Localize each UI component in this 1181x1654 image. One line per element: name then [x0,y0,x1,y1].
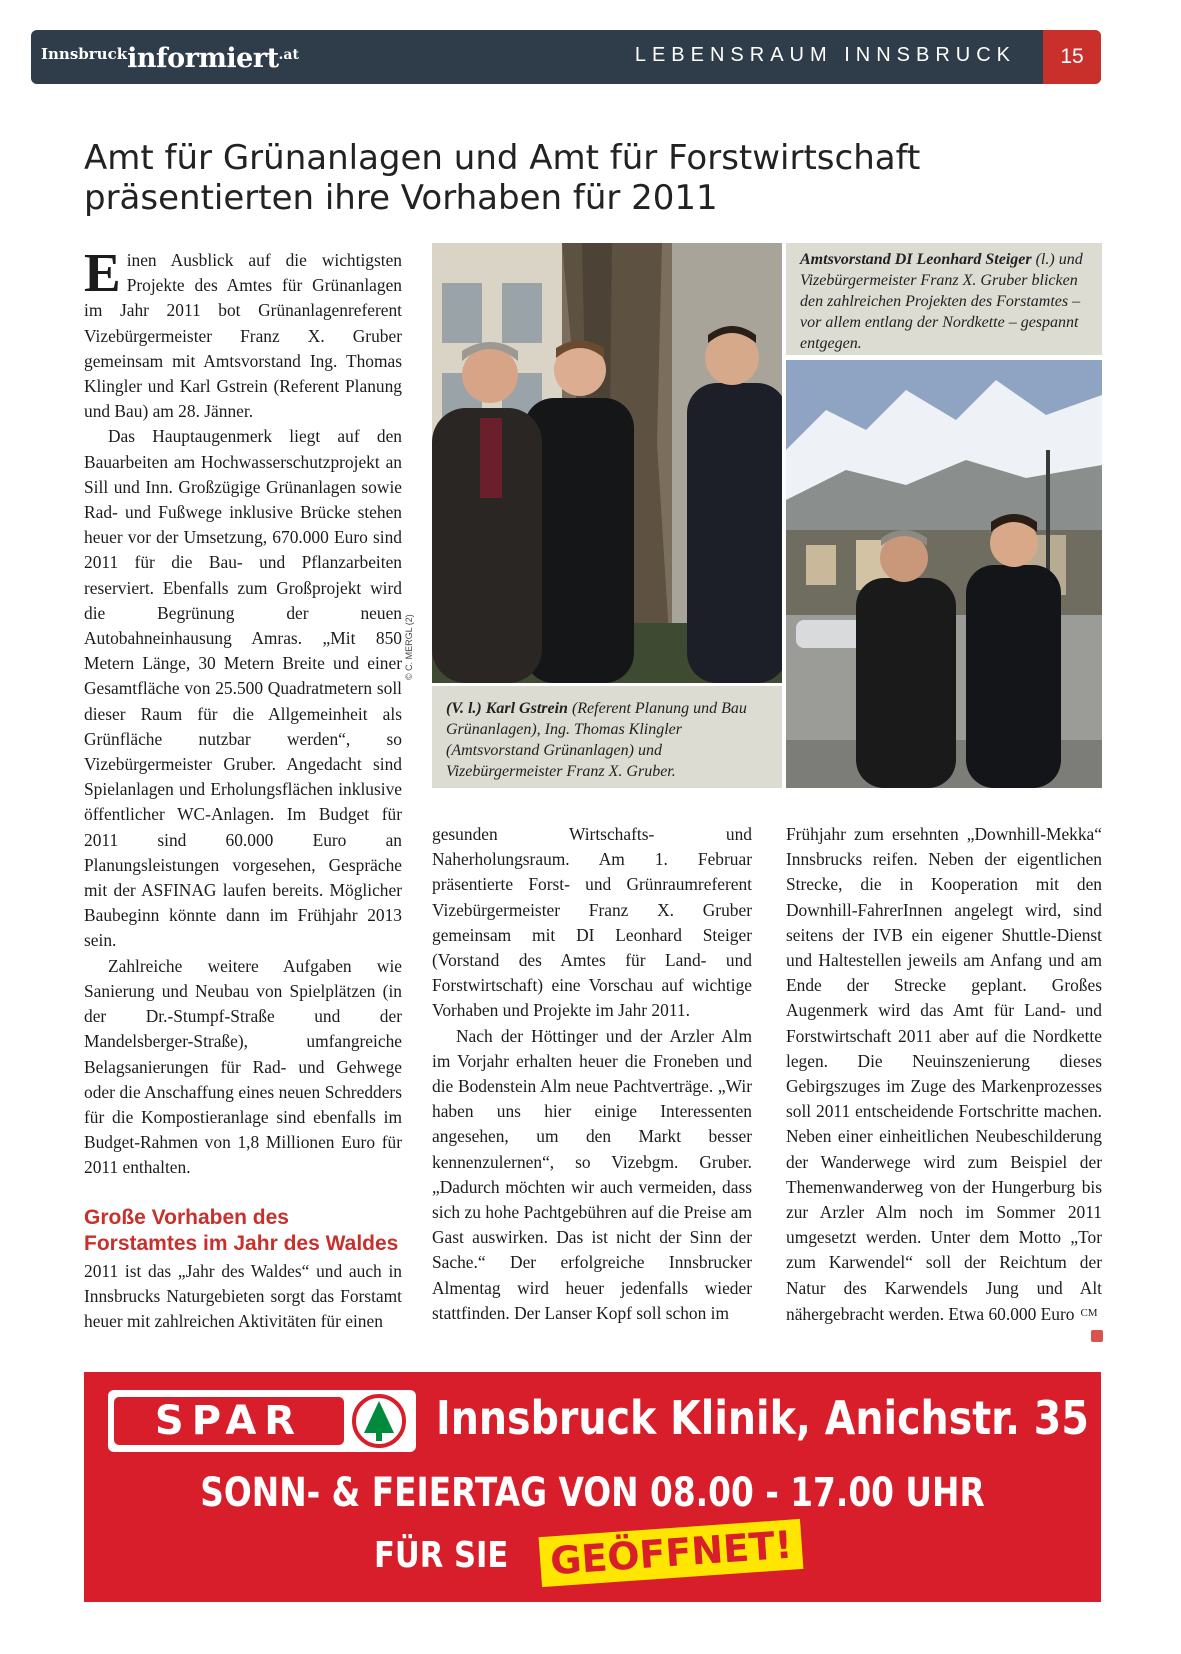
paragraph-year-of-forest: 2011 ist das „Jahr des Waldes“ und auch in Innsbrucks Naturgebieten sorgt das Forstamt heuer mit zahlreichen Aktivitäten für einen [84,1260,402,1331]
photo-credit: © C. MERGL (2) [404,614,414,680]
spar-logo-text: SPAR [114,1397,344,1445]
masthead-logo[interactable] [41,43,299,74]
spar-logo [108,1390,416,1452]
page-number: 15 [1043,30,1101,84]
photo-two-men-mountains [786,360,1102,788]
ad-open-badge: GEÖFFNET! [539,1519,804,1587]
ad-store-address: Innsbruck Klinik, Anichstr. 35 [436,1391,1089,1445]
author-initials: CM [1080,1306,1098,1319]
caption-1-text: (Referent Planung und Bau Grünanlagen), Ing. Thomas Klingler (Amtsvorstand Grünanlagen) und Vizebürgermeister Franz X. Gruber. [446,700,747,780]
paragraph-flood-protection: Das Hauptaugenmerk liegt auf den Bauarbeiten am Hochwasserschutzprojekt an Sill und Inn. Großzügige Grünanlagen sowie Rad- und Fußwege inklusive Brücke stehen heuer vor der Umsetzung, 670.000 Euro sind 2011 für die Bau- und Pflanzarbeiten reserviert. Ebenfalls zum Großprojekt wird die Begrünung der neuen Autobahneinhausung Amras. „Mit 850 Metern Länge, 30 Metern Breite und einer Gesamtfläche von 25.500 Quadratmetern soll dieser Raum für die Allgemeinheit als Grünfläche nutzbar werden“, so Vizebürgermeister Gruber. Angedacht sind Spielanlagen und Erholungsflächen inklusive öffentlicher WC-Anlagen. Im Budget für 2011 sind 60.000 Euro an Planungsleistungen vorgesehen, Gespräche mit der ASFINAG laufen bereits. Möglicher Baubeginn könnte dann im Frühjahr 2013 sein. [84,426,402,951]
article-paragraph: Nach der Höttinger und der Arzler Alm im Vorjahr erhalten heuer die Froneben und die Bodenstein Alm neue Pachtverträge. „Wir haben uns hier einige Interessenten angesehen, um den Markt besser kennenzulernen“, so Vizebgm. Gruber. „Dadurch möchten wir auch vermeiden, dass sich zu hohe Pachtgebühren auf die Preise am Gast auswirken. Das ist nicht der Sinn der Sache.“ Der erfolgreiche Innsbrucker Almentag wird heuer jedenfalls wieder stattfinden. Der Lanser Kopf soll schon im [432,1025,752,1323]
photo-mountains-illustration [786,360,1102,788]
caption-2-names: Amtsvorstand DI Leonhard Steiger [800,251,1032,268]
ad-opening-hours: SONN- & FEIERTAG VON 08.00 - 17.00 UHR [200,1470,985,1516]
header-bar [31,30,1101,84]
photo-three-men-illustration [432,243,782,683]
subheading-forestry: Große Vorhaben des Forstamtes im Jahr des Waldes [84,1205,399,1255]
brand-prefix: Innsbruck [41,45,128,63]
headline-line-2: präsentierten ihre Vorhaben für 2011 [84,178,718,218]
headline-line-1: Amt für Grünanlagen und Amt für Forstwirtschaft [84,138,921,178]
article-paragraph: Frühjahr zum ersehnten „Downhill-Mekka“ Innsbrucks reifen. Neben der eigentlichen Strecke, die in Kooperation mit den Downhill-FahrerInnen angelegt wird, sind seitens der IVB ein eigener Shuttle-Dienst und Haltestellen jeweils am Anfang und am Ende der Strecke geplant. Großes Augenmerk wird das Amt für Land- und Forstwirtschaft 2011 aber auf die Nordkette legen. Die Neuinszenierung dieses Gebirgszuges im Zuge des Markenprozesses soll 2011 entscheidende Fortschritte machen. Neben einer einheitlichen Neubeschilderung der Wanderwege wird zum Beispiel der Themenwanderweg von der Hungerburg bis zur Arzler Alm noch im Sommer 2011 umgesetzt werden. Unter dem Motto „Tor zum Karwendel“ soll der Reichtum der Natur des Karwendels Jung und Alt nähergebracht werden. Etwa 60.000 Euro $^{CM}$ [786,824,1102,1324]
caption-photo-1 [432,686,782,788]
article-paragraph: gesunden Wirtschafts- und Naherholungsraum. Am 1. Februar präsentierte Forst- und Grünraumreferent Vizebürgermeister Franz X. Gruber gemeinsam mit DI Leonhard Steiger (Vorstand des Amtes für Land- und Forstwirtschaft) eine Vorschau auf wichtige Vorhaben und Projekte im Jahr 2011. [432,824,752,1021]
photo-three-men-tree [432,243,782,683]
article-column-2-text [432,822,752,1326]
article-end-mark [1091,1330,1103,1342]
caption-2-text: (l.) und Vizebürgermeister Franz X. Gruber blicken den zahlreichen Projekten des Forstamtes – vor allem entlang der Nordkette – gespannt entgegen. [800,251,1083,352]
spar-advertisement[interactable] [84,1372,1101,1602]
caption-1-names: (V. l.) Karl Gstrein [446,700,568,717]
ad-for-you: FÜR SIE [374,1535,509,1576]
article-headline [84,138,1084,218]
spar-tree-icon [350,1393,408,1449]
caption-photo-2 [786,243,1102,355]
article-column-3-text [786,822,1102,1327]
paragraph-further-tasks: Zahlreiche weitere Aufgaben wie Sanierung und Neubau von Spielplätzen (in der Dr.-Stumpf-Straße und der Mandelsberger-Straße), umfangreiche Belagsanierungen für Rad- und Gehwege oder die Anschaffung eines neuen Schredders für die Kompostieranlage sind ebenfalls im Budget-Rahmen von 1,8 Millionen Euro für 2011 enthalten. [84,955,402,1178]
section-title: LEBENSRAUM INNSBRUCK [634,44,1016,66]
brand-main: informiert [127,43,279,74]
brand-suffix: .at [278,47,299,63]
paragraph-intro: inen Ausblick auf die wichtigsten Projekte des Amtes für Grünanlagen im Jahr 2011 bot Grünanlagenreferent Vizebürgermeister Franz X. Gruber gemeinsam mit Amtsvorstand Ing. Thomas Klingler und Karl Gstrein (Referent Planung und Bau) am 28. Jänner. [84,250,402,422]
drop-cap: E [84,242,121,303]
article-column-1 [84,242,402,1334]
